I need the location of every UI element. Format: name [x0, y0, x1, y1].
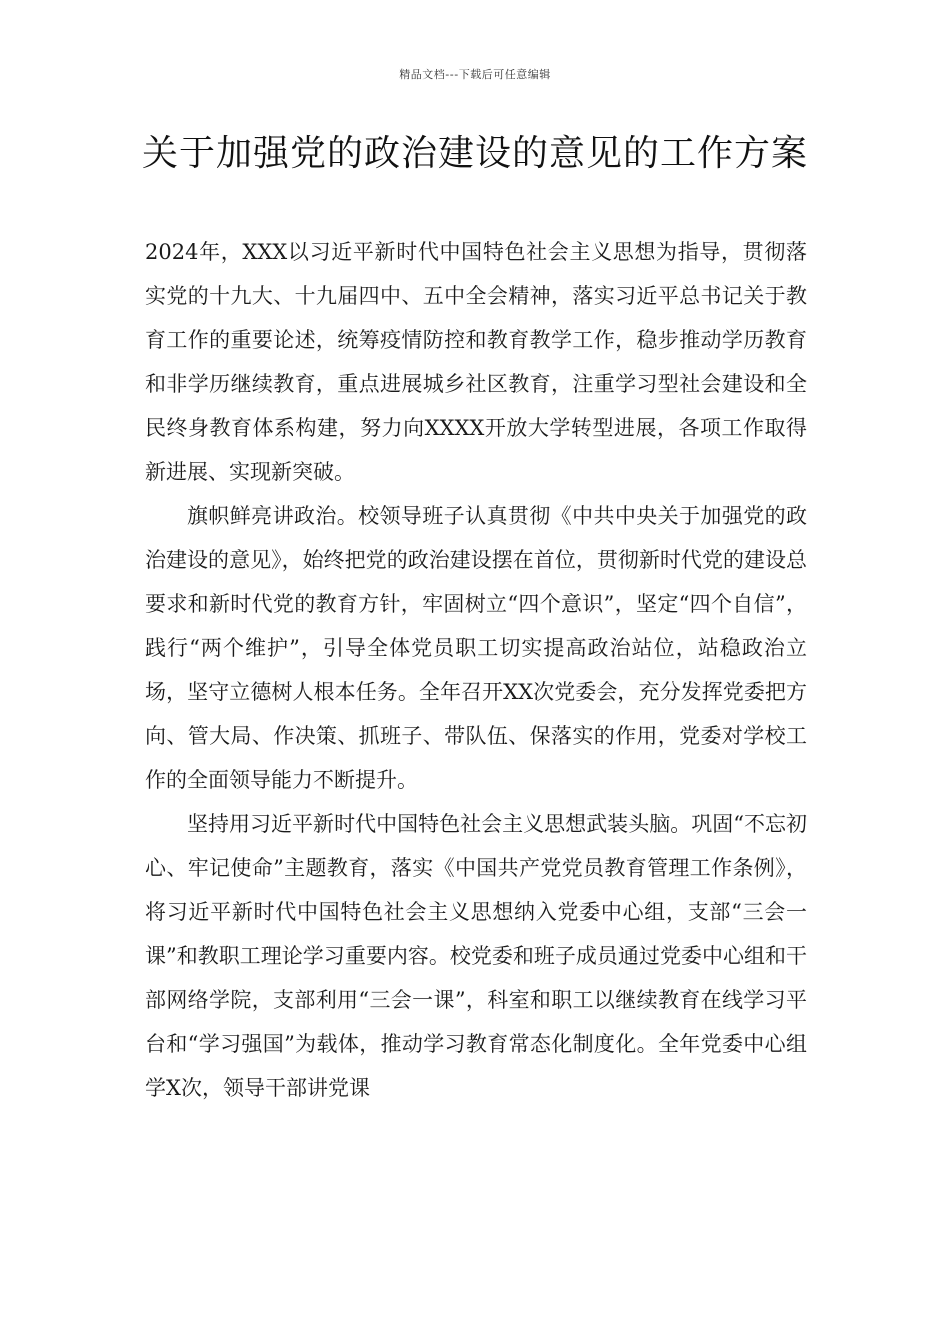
header-note: 精品文档---下载后可任意编辑 — [399, 68, 551, 81]
document-title: 关于加强党的政治建设的意见的工作方案 — [141, 133, 808, 174]
paragraph-politics: 旗帜鲜亮讲政治。校领导班子认真贯彻《中共中央关于加强党的政治建设的意见》，始终把党的政治建设摆在首位，贯彻新时代党的建设总要求和新时代党的教育方针，牢固树立“四个意识”，坚定“四个自信”，践行“两个维护”，引导全体党员职工切实提高政治站位，站稳政治立场，坚守立德树人根本任务。全年召开XX次党委会，充分发挥党委把方向、管大局、作决策、抓班子、带队伍、保落实的作用，党委对学校工作的全面领导能力不断提升。 — [145, 504, 807, 792]
document-body — [145, 230, 807, 1110]
paragraph-intro: 2024年，XXX以习近平新时代中国特色社会主义思想为指导，贯彻落实党的十九大、十九届四中、五中全会精神，落实习近平总书记关于教育工作的重要论述，统筹疫情防控和教育教学工作，稳步推动学历教育和非学历继续教育，重点进展城乡社区教育，注重学习型社会建设和全民终身教育体系构建，努力向XXXX开放大学转型进展，各项工作取得新进展、实现新突破。 — [145, 240, 807, 484]
paragraph-ideology: 坚持用习近平新时代中国特色社会主义思想武装头脑。巩固“不忘初心、牢记使命”主题教育，落实《中国共产党党员教育管理工作条例》，将习近平新时代中国特色社会主义思想纳入党委中心组，支部“三会一课”和教职工理论学习重要内容。校党委和班子成员通过党委中心组和干部网络学院，支部利用“三会一课”，科室和职工以继续教育在线学习平台和“学习强国”为载体，推动学习教育常态化制度化。全年党委中心组学X次，领导干部讲党课 — [145, 812, 807, 1100]
